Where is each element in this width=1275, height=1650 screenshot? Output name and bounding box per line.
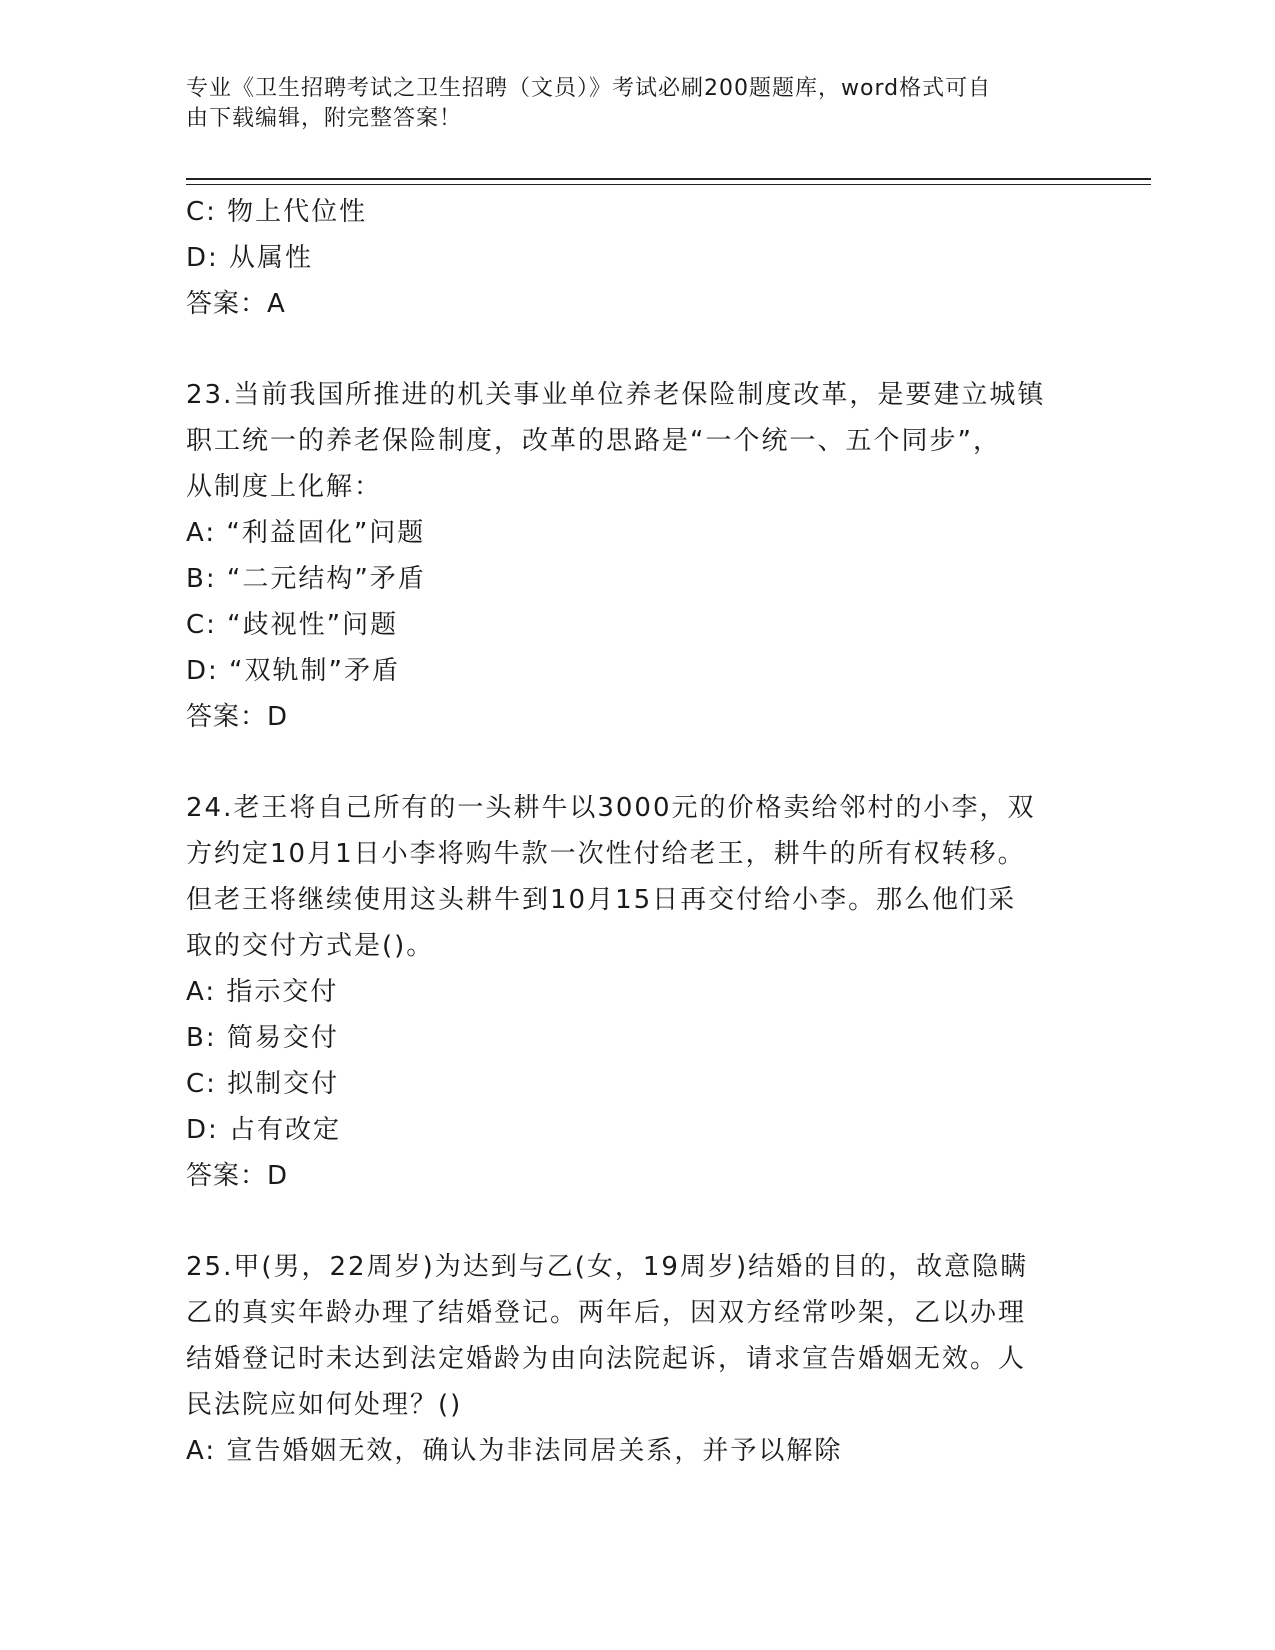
option-d: D: “双轨制”矛盾 <box>186 656 400 686</box>
option-c: C: 拟制交付 <box>186 1069 340 1099</box>
spacer <box>186 327 1076 372</box>
option-a: A: 宣告婚姻无效，确认为非法同居关系，并予以解除 <box>186 1436 843 1466</box>
option-a: A: 指示交付 <box>186 977 339 1007</box>
header-title-line-2: 由下载编辑，附完整答案！ <box>186 106 463 131</box>
option-b: B: 简易交付 <box>186 1023 339 1053</box>
option-b: B: “二元结构”矛盾 <box>186 564 426 594</box>
question-line: 民法院应如何处理？() <box>186 1390 463 1420</box>
question-line: 职工统一的养老保险制度，改革的思路是“一个统一、五个同步”， <box>186 426 1001 456</box>
spacer <box>186 740 1076 785</box>
question-line: 24.老王将自己所有的一头耕牛以3000元的价格卖给邻村的小李，双 <box>186 793 1036 823</box>
spacer <box>186 1199 1076 1244</box>
header-title-line-1: 专业《卫生招聘考试之卫生招聘（文员）》考试必刷200题题库，word格式可自 <box>186 76 992 101</box>
question-24 <box>186 785 1076 1199</box>
answer-line: 答案：A <box>186 289 286 319</box>
question-line: 从制度上化解： <box>186 472 383 502</box>
question-line: 方约定10月1日小李将购牛款一次性付给老王，耕牛的所有权转移。 <box>186 839 1026 869</box>
header-rule-thin <box>186 184 1151 185</box>
question-25 <box>186 1244 1076 1474</box>
answer-line: 答案：D <box>186 702 289 732</box>
question-line: 结婚登记时未达到法定婚龄为由向法院起诉，请求宣告婚姻无效。人 <box>186 1344 1027 1374</box>
question-line: 取的交付方式是()。 <box>186 931 435 961</box>
question-stem <box>186 1244 1076 1428</box>
question-line: 乙的真实年龄办理了结婚登记。两年后，因双方经常吵架，乙以办理 <box>186 1298 1027 1328</box>
option-d: D: 从属性 <box>186 243 314 273</box>
prev-question-block <box>186 189 1076 327</box>
document-header <box>186 74 1076 134</box>
question-stem <box>186 372 1076 510</box>
option-c: C: “歧视性”问题 <box>186 610 399 640</box>
option-c: C: 物上代位性 <box>186 197 368 227</box>
document-body <box>186 189 1076 1474</box>
question-line: 但老王将继续使用这头耕牛到10月15日再交付给小李。那么他们采 <box>186 885 1017 915</box>
header-rule-thick <box>186 178 1151 180</box>
question-stem <box>186 785 1076 969</box>
option-a: A: “利益固化”问题 <box>186 518 426 548</box>
option-d: D: 占有改定 <box>186 1115 342 1145</box>
question-line: 23.当前我国所推进的机关事业单位养老保险制度改革，是要建立城镇 <box>186 380 1046 410</box>
question-23 <box>186 372 1076 740</box>
answer-line: 答案：D <box>186 1161 289 1191</box>
question-line: 25.甲(男，22周岁)为达到与乙(女，19周岁)结婚的目的，故意隐瞒 <box>186 1252 1029 1282</box>
